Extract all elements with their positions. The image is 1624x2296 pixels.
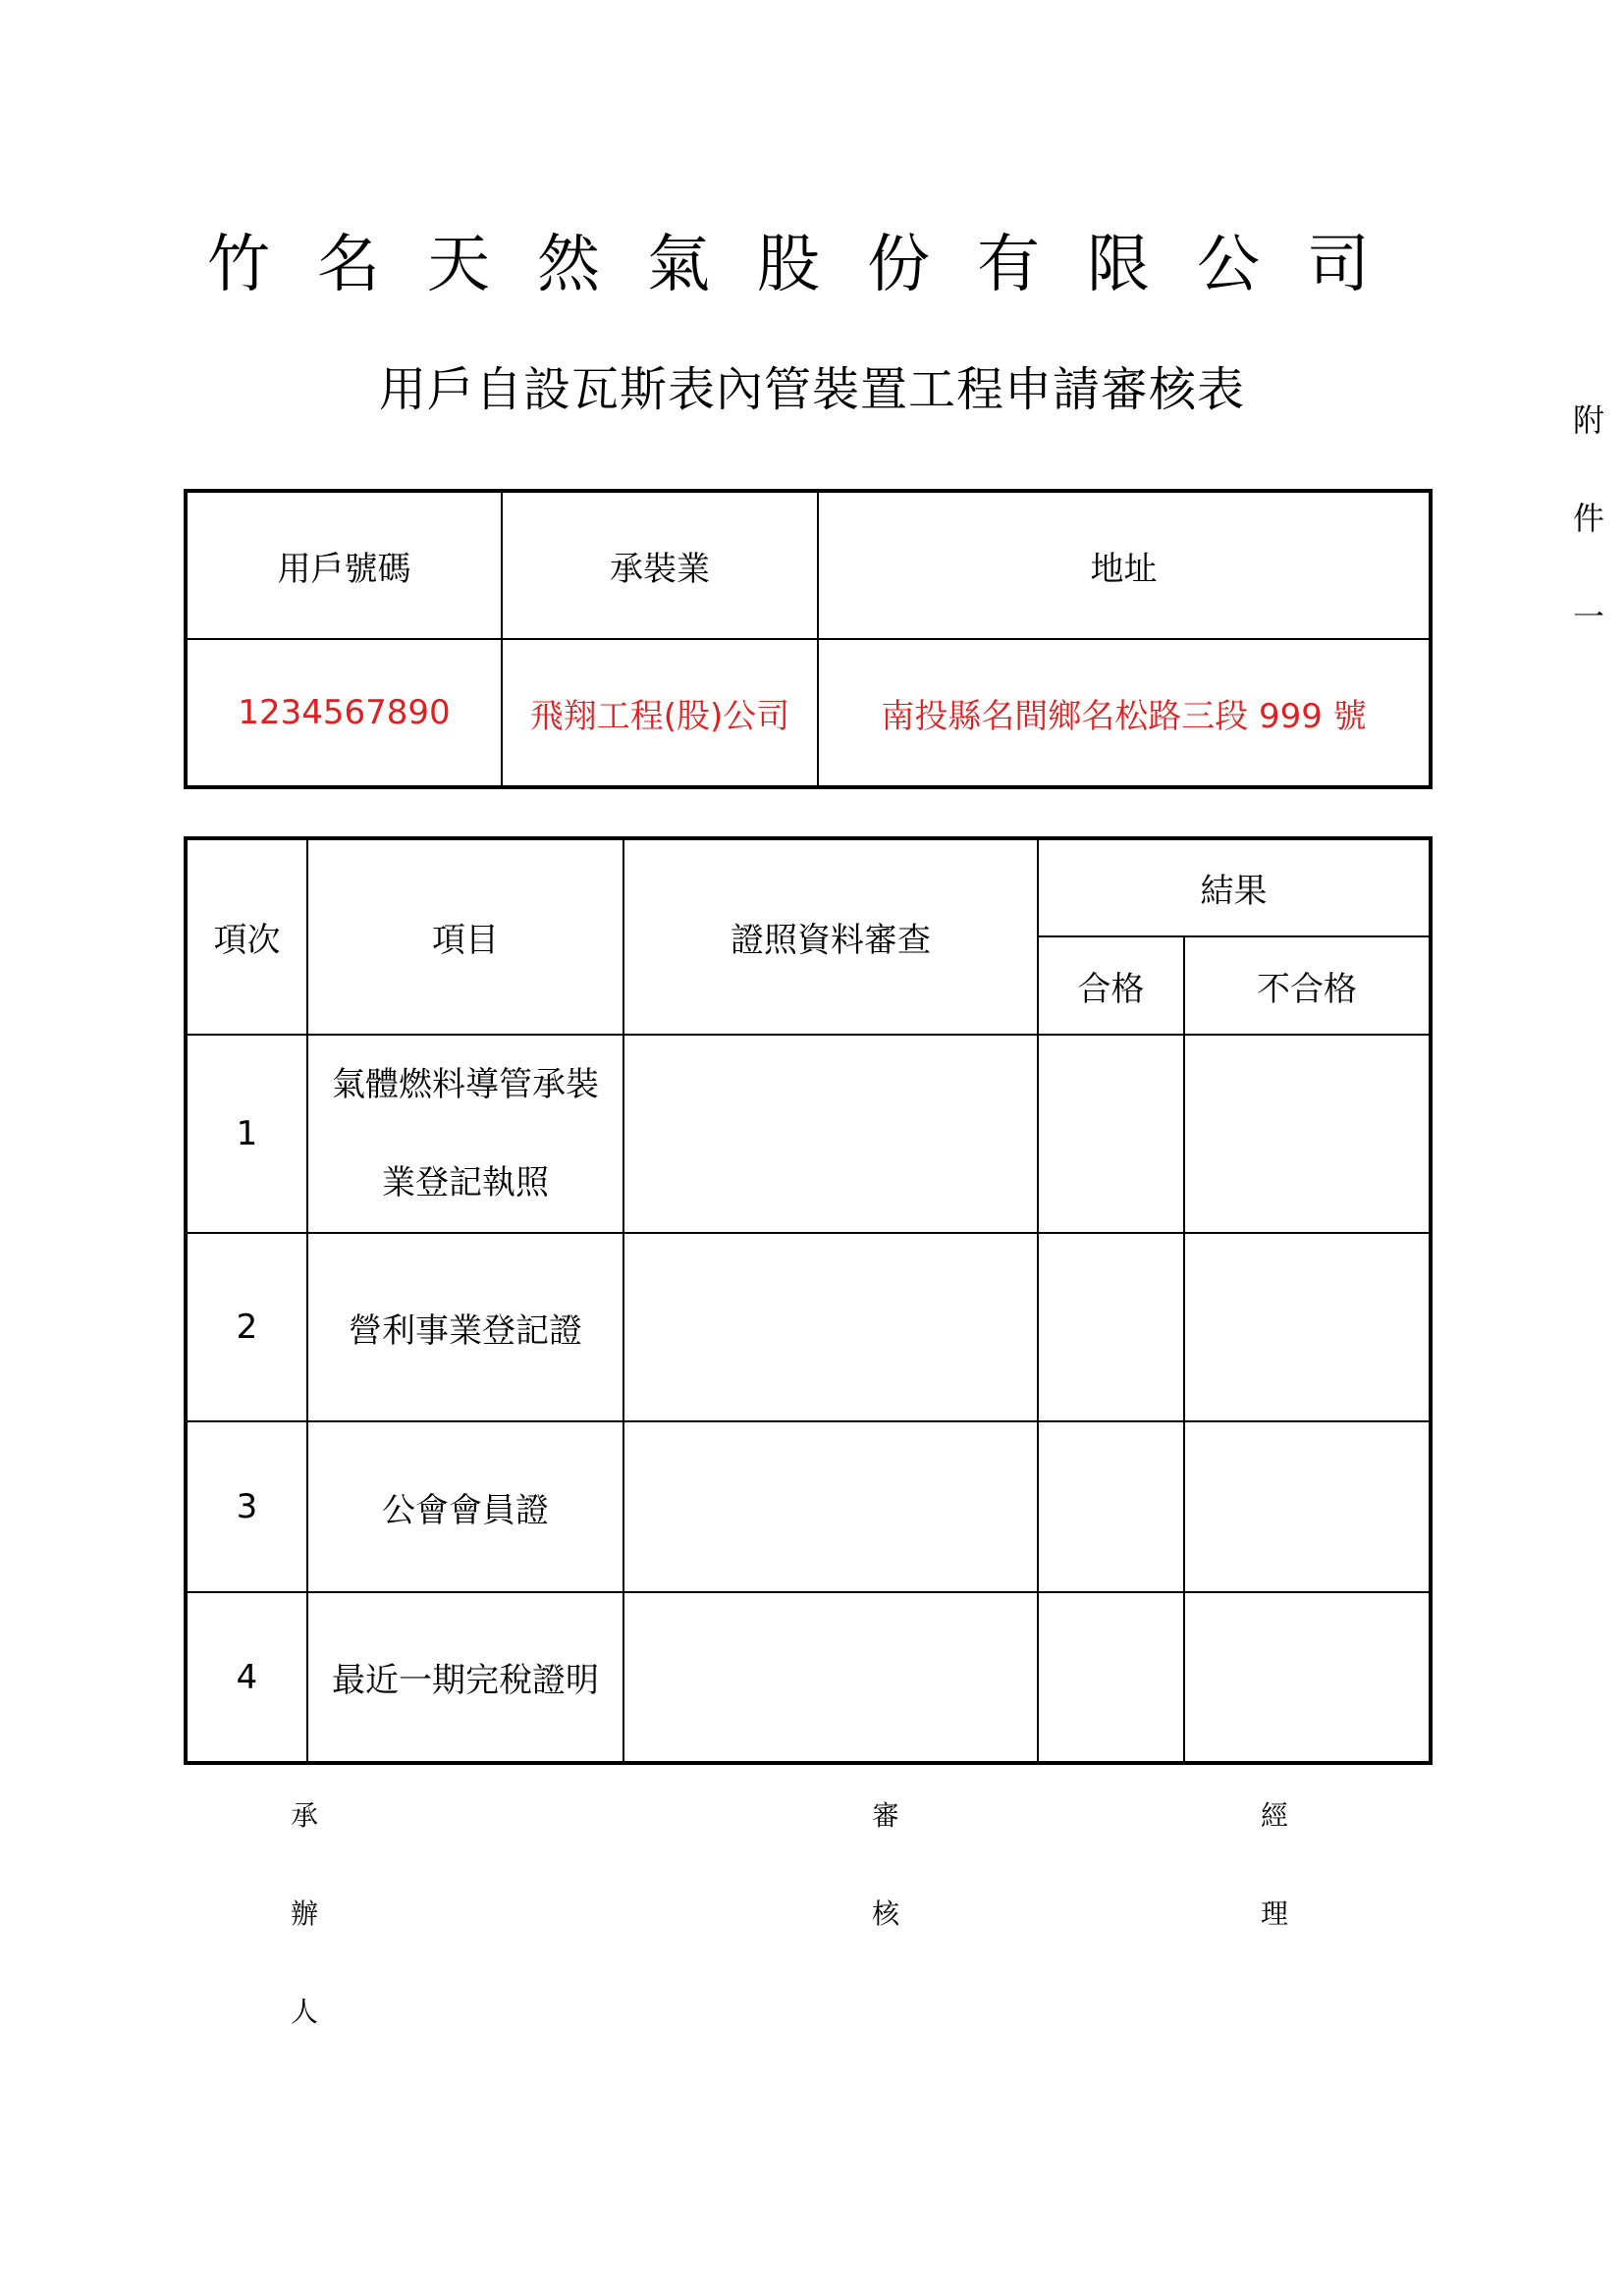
review-cell[interactable]	[623, 1592, 1038, 1763]
fail-cell[interactable]	[1184, 1592, 1431, 1763]
info-header-row	[186, 491, 1431, 639]
review-header-row	[186, 838, 1431, 936]
signature-char: 審	[871, 1799, 899, 1832]
license-review-table	[184, 836, 1433, 1765]
row-seq: 2	[186, 1233, 307, 1421]
attachment-label	[1569, 391, 1608, 685]
row-item	[307, 1035, 623, 1233]
contractor-value: 飛翔工程(股)公司	[502, 639, 818, 787]
company-name: 竹名天然氣股份有限公司	[207, 229, 1417, 301]
review-cell[interactable]	[623, 1035, 1038, 1233]
review-header: 證照資料審查	[623, 838, 1038, 1035]
signature-char: 理	[1260, 1897, 1288, 1930]
attachment-char: 件	[1572, 500, 1604, 537]
row-item-line: 氣體燃料導管承裝	[332, 1065, 599, 1104]
reviewer-signature-label	[866, 1787, 905, 1983]
signature-char: 承	[290, 1799, 318, 1832]
pass-cell[interactable]	[1038, 1592, 1184, 1763]
attachment-char: 一	[1572, 598, 1604, 635]
applicant-info-table	[184, 489, 1433, 789]
signature-char: 核	[871, 1897, 899, 1930]
form-title: 用戶自設瓦斯表內管裝置工程申請審核表	[378, 362, 1245, 417]
table-row	[186, 1233, 1431, 1421]
attachment-char: 附	[1572, 401, 1604, 439]
row-item: 最近一期完稅證明	[307, 1592, 623, 1763]
pass-header: 合格	[1038, 936, 1184, 1035]
review-cell[interactable]	[623, 1421, 1038, 1592]
address-value: 南投縣名間鄉名松路三段 999 號	[818, 639, 1431, 787]
row-seq: 4	[186, 1592, 307, 1763]
info-value-row	[186, 639, 1431, 787]
account-number-header: 用戶號碼	[186, 491, 502, 639]
row-seq: 3	[186, 1421, 307, 1592]
table-row	[186, 1035, 1431, 1233]
row-item: 營利事業登記證	[307, 1233, 623, 1421]
fail-header: 不合格	[1184, 936, 1431, 1035]
result-header: 結果	[1038, 838, 1431, 936]
signature-char: 人	[290, 1996, 318, 2028]
review-cell[interactable]	[623, 1233, 1038, 1421]
handler-signature-label	[285, 1787, 324, 2081]
table-row	[186, 1421, 1431, 1592]
table-row	[186, 1592, 1431, 1763]
pass-cell[interactable]	[1038, 1035, 1184, 1233]
item-header: 項目	[307, 838, 623, 1035]
account-number-value: 1234567890	[186, 639, 502, 787]
row-seq: 1	[186, 1035, 307, 1233]
manager-signature-label	[1255, 1787, 1294, 1983]
fail-cell[interactable]	[1184, 1035, 1431, 1233]
row-item-line: 業登記執照	[382, 1163, 549, 1202]
row-item: 公會會員證	[307, 1421, 623, 1592]
fail-cell[interactable]	[1184, 1233, 1431, 1421]
pass-cell[interactable]	[1038, 1421, 1184, 1592]
address-header: 地址	[818, 491, 1431, 639]
fail-cell[interactable]	[1184, 1421, 1431, 1592]
contractor-header: 承裝業	[502, 491, 818, 639]
signature-char: 經	[1260, 1799, 1288, 1832]
signature-char: 辦	[290, 1897, 318, 1930]
pass-cell[interactable]	[1038, 1233, 1184, 1421]
seq-header: 項次	[186, 838, 307, 1035]
